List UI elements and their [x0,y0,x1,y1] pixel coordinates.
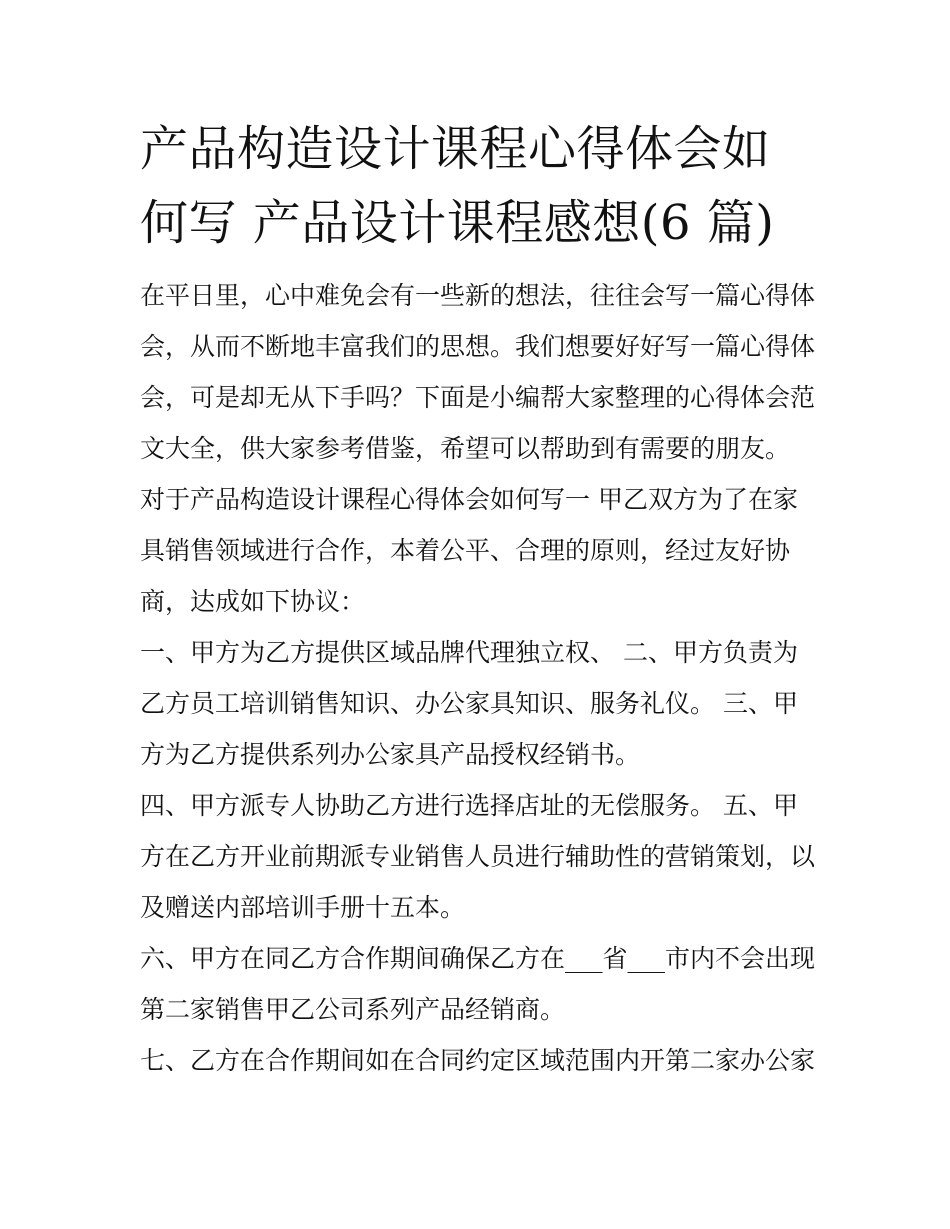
document-title [140,112,812,260]
text-line: 第二家销售甲乙公司系列产品经销商。 [140,995,566,1024]
paragraph-clauses-4-5 [140,780,816,933]
text-line: 及赠送内部培训手册十五本。 [140,893,466,922]
document-body [140,270,816,1086]
paragraph-clauses-1-3 [140,627,812,780]
text-line: 具销售领域进行合作，本着公平、合理的原则，经过友好协 [140,536,791,565]
text-line: 商，达成如下协议： [140,587,366,616]
text-line: 六、甲方在同乙方合作期间确保乙方在___省___市内不会出现 [140,944,816,973]
text-line: 会，可是却无从下手吗？下面是小编帮大家整理的心得体会范 [140,383,816,412]
paragraph-agreement-intro [140,474,812,627]
text-line: 在平日里，心中难免会有一些新的想法，往往会写一篇心得体 [140,281,816,310]
text-line: 对于产品构造设计课程心得体会如何写一 甲乙双方为了在家 [140,485,798,514]
text-line: 文大全，供大家参考借鉴，希望可以帮助到有需要的朋友。 [140,434,791,463]
text-line: 四、甲方派专人协助乙方进行选择店址的无偿服务。 五、甲 [140,791,798,820]
text-line: 乙方员工培训销售知识、办公家具知识、服务礼仪。 三、甲 [140,689,798,718]
text-line: 一、甲方为乙方提供区域品牌代理独立权、 二、甲方负责为 [140,638,798,667]
text-line: 七、乙方在合作期间如在合同约定区域范围内开第二家办公家 [140,1046,816,1075]
title-line: 产品构造设计课程心得体会如 [140,121,771,177]
text-line: 会，从而不断地丰富我们的思想。我们想要好好写一篇心得体 [140,332,816,361]
title-line: 何写 产品设计课程感想(6 篇) [140,195,775,251]
paragraph-clause-7 [140,1035,816,1086]
text-line: 方为乙方提供系列办公家具产品授权经销书。 [140,740,641,769]
text-line: 方在乙方开业前期派专业销售人员进行辅助性的营销策划，以 [140,842,816,871]
document-content [140,112,816,1086]
paragraph-intro [140,270,816,474]
paragraph-clause-6 [140,933,816,1035]
